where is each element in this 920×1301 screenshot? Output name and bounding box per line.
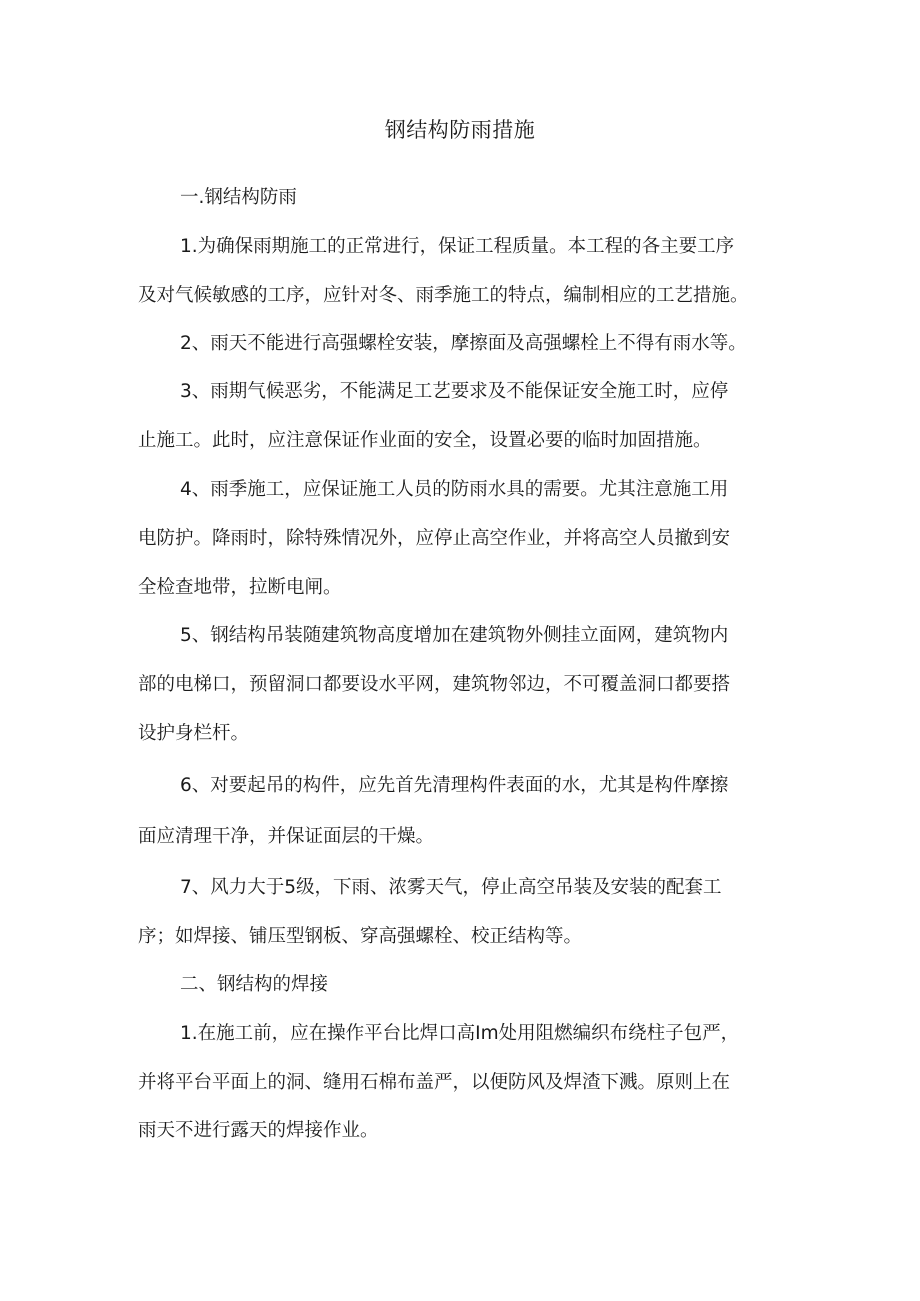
paragraph-line: 序；如焊接、铺压型钢板、穿高强螺栓、校正结构等。 (138, 926, 583, 947)
paragraph-line: 1.在施工前，应在操作平台比焊口高Im处用阻燃编织布绕柱子包严， (180, 1023, 740, 1044)
paragraph-line: 及对气候敏感的工序，应针对冬、雨季施工的特点，编制相应的工艺措施。 (138, 285, 749, 306)
section-heading-1: 一.钢结构防雨 (180, 187, 297, 208)
paragraph-line: 5、钢结构吊装随建筑物高度增加在建筑物外侧挂立面网，建筑物内 (180, 625, 729, 646)
document-title: 钢结构防雨措施 (384, 118, 536, 142)
paragraph-line: 并将平台平面上的洞、缝用石棉布盖严，以便防风及焊渣下溅。原则上在 (138, 1072, 731, 1093)
paragraph-line: 雨天不进行露天的焊接作业。 (138, 1120, 379, 1141)
paragraph-line: 设护身栏杆。 (138, 723, 250, 744)
paragraph-line: 6、对要起吊的构件，应先首先清理构件表面的水，尤其是构件摩擦 (180, 775, 729, 796)
paragraph-line: 部的电梯口，预留洞口都要设水平网，建筑物邻边，不可覆盖洞口都要搭 (138, 674, 731, 695)
paragraph-line: 1.为确保雨期施工的正常进行，保证工程质量。本工程的各主要工序 (180, 236, 735, 257)
paragraph-line: 电防护。降雨时，除特殊情况外，应停止高空作业，并将高空人员撤到安 (138, 528, 731, 549)
paragraph-line: 4、雨季施工，应保证施工人员的防雨水具的需要。尤其注意施工用 (180, 479, 729, 500)
paragraph-line: 全检查地带，拉断电闸。 (138, 577, 342, 598)
paragraph-line: 7、风力大于5级，下雨、浓雾天气，停止高空吊装及安装的配套工 (180, 877, 722, 898)
paragraph-line: 面应清理干净，并保证面层的干燥。 (138, 826, 435, 847)
section-heading-2: 二、钢结构的焊接 (180, 974, 329, 995)
paragraph-line: 止施工。此时，应注意保证作业面的安全，设置必要的临时加固措施。 (138, 430, 712, 451)
paragraph-line: 2、雨天不能进行高强螺栓安装，摩擦面及高强螺栓上不得有雨水等。 (180, 333, 747, 354)
paragraph-line: 3、雨期气候恶劣，不能满足工艺要求及不能保证安全施工时，应停 (180, 381, 729, 402)
